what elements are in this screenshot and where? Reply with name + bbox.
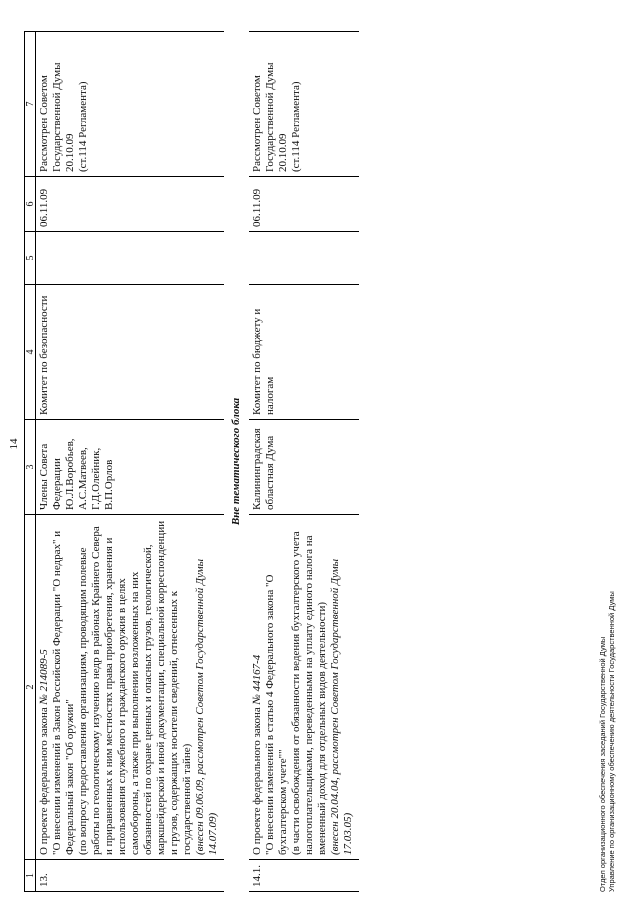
column-header: 7 [25,32,36,177]
table-row [36,32,225,892]
column-number-row [25,32,36,892]
column-5-cell [249,232,359,285]
date-cell: 06.11.09 [249,177,359,232]
bill-description-cell [249,515,359,860]
initiator-cell: Калининградская областная Дума [249,420,359,515]
column-header: 3 [25,420,36,515]
footer-line: Отдел организационного обеспечения заседаний Государственной Думы [598,636,607,892]
bill-note: (внесен 20.04.04, рассмотрен Советом Государственной Думы 17.03.05) [329,558,354,855]
page-number: 14 [8,438,20,450]
column-header: 2 [25,515,36,860]
bill-description: "О внесении изменений в Закон Российской Федерации "О недрах" и Федеральный закон "Об оружии" (по вопросу предоставления организациям, проводящим полевые работы по геологическому изучению недр в районах Крайнего Севера и приравненных к ним местностях права приобретения, хранения и использования служебного и гражданского оружия в целях самообороны, а также при выполнении возложенных на них обязанностей по охране ценных и опасных грузов, геологической, маркшейдерской и иной документации, специальной корреспонденции и грузов, содержащих носители сведений, отнесенных к государственной тайне) [51,520,193,855]
status-cell: Рассмотрен Советом Государственной Думы 20.10.09 (ст.114 Регламента) [249,32,359,177]
row-number: 14.1. [249,860,359,892]
column-header: 4 [25,285,36,420]
date-cell: 06.11.09 [36,177,225,232]
bill-title-prefix: О проекте федерального закона [38,704,50,855]
status-cell: Рассмотрен Советом Государственной Думы 20.10.09 (ст.114 Регламента) [36,32,225,177]
bill-number: № 214089-5 [38,649,50,705]
table-row [249,32,359,892]
agenda-table [24,31,359,892]
bill-description: "О внесении изменений в статью 4 Федерального закона "О бухгалтерском учете"" (в части освобождения от обязанности ведения бухгалтерского учета налогоплательщиками, переведенными на уплату единого налога на вмененный доход для отдельных видов деятельности) [264,531,328,855]
column-header: 5 [25,232,36,285]
bill-note: (внесен 09.06.09, рассмотрен Советом Государственной Думы 14.07.09) [194,558,219,855]
column-header: 1 [25,860,36,892]
section-heading: Вне тематического блока [230,397,242,526]
footer [598,591,616,892]
committee-cell: Комитет по бюджету и налогам [249,285,359,420]
initiator-cell: Члены Совета Федерации Ю.Л.Воробьев, А.С.Матвеев, Г.Д.Олейник, В.П.Орлов [36,420,225,515]
column-5-cell [36,232,225,285]
footer-line: Управление по организационному обеспечению деятельности Государственной Думы [607,591,616,892]
bill-number: № 44167-4 [251,654,263,705]
row-number: 13. [36,860,225,892]
section-heading-row [224,32,249,892]
column-header: 6 [25,177,36,232]
bill-description-cell [36,515,225,860]
committee-cell: Комитет по безопасности [36,285,225,420]
bill-title-prefix: О проекте федерального закона [251,704,263,855]
